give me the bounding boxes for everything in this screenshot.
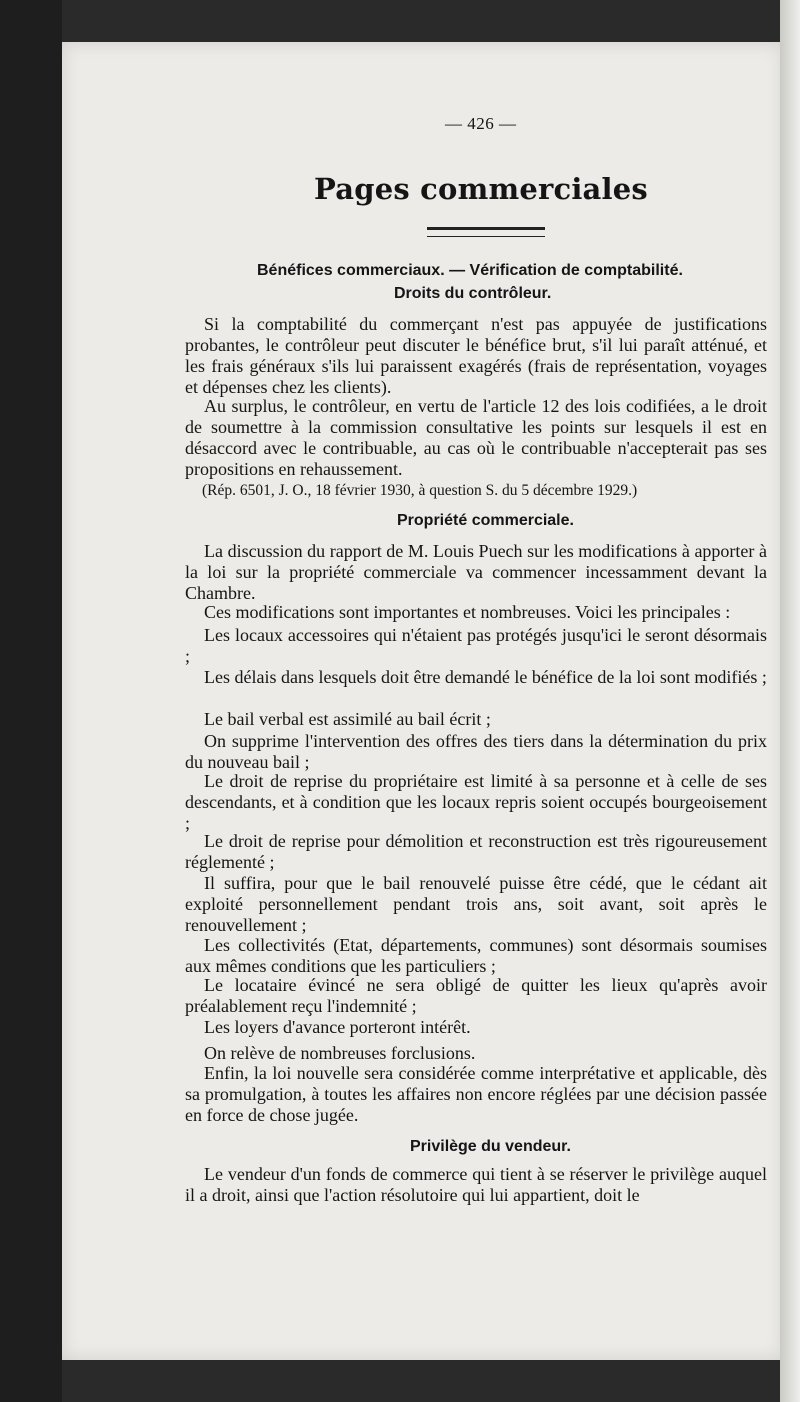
section3-paragraph: Le vendeur d'un fonds de commerce qui tient à se réserver le privilège auquel il a droit, ainsi que l'action résolutoire qui lui appartient, doit le — [185, 1164, 767, 1205]
page-title: Pages commerciales — [314, 172, 648, 206]
section2-paragraph-8: Le droit de reprise pour démolition et reconstruction est très rigoureusement réglementé ; — [185, 831, 767, 872]
section2-paragraph-14: Enfin, la loi nouvelle sera considérée comme interprétative et applicable, dès sa promulgation, à toutes les affaires non encore réglées par une décision passée en force de chose jugée. — [185, 1063, 767, 1125]
document-page — [62, 42, 784, 1360]
section2-paragraph-4: Les délais dans lesquels doit être demandé le bénéfice de la loi sont modifiés ; — [204, 667, 767, 687]
section2-paragraph-3: Les locaux accessoires qui n'étaient pas protégés jusqu'ici le seront désormais ; — [185, 625, 767, 666]
page-number: — 426 — — [445, 114, 517, 133]
section2-paragraph-13: On relève de nombreuses forclusions. — [204, 1043, 476, 1063]
section2-paragraph-1: La discussion du rapport de M. Louis Puech sur les modifications à apporter à la loi sur la propriété commerciale va commencer incessamment devant la Chambre. — [185, 541, 767, 603]
section2-paragraph-11: Le locataire évincé ne sera obligé de quitter les lieux qu'après avoir préalablement reçu l'indemnité ; — [185, 975, 767, 1016]
section2-paragraph-6: On supprime l'intervention des offres des tiers dans la détermination du prix du nouveau bail ; — [185, 731, 767, 772]
section1-heading-line1: Bénéfices commerciaux. — Vérification de comptabilité. — [257, 262, 683, 279]
section1-heading-line2: Droits du contrôleur. — [394, 285, 552, 302]
section2-paragraph-7: Le droit de reprise du propriétaire est limité à sa personne et à celle de ses descendants, et à condition que les locaux repris soient occupés bourgeoisement ; — [185, 771, 767, 833]
section2-paragraph-9: Il suffira, pour que le bail renouvelé puisse être cédé, que le cédant ait exploité personnellement pendant trois ans, soit avant, soit après le renouvellement ; — [185, 873, 767, 935]
citation: (Rép. 6501, J. O., 18 février 1930, à question S. du 5 décembre 1929.) — [202, 482, 638, 499]
scan-right-edge — [780, 0, 800, 1402]
section2-paragraph-12: Les loyers d'avance porteront intérêt. — [204, 1017, 471, 1037]
section2-paragraph-2: Ces modifications sont importantes et nombreuses. Voici les principales : — [204, 602, 731, 622]
section2-heading: Propriété commerciale. — [397, 512, 574, 529]
section3-heading: Privilège du vendeur. — [410, 1138, 571, 1155]
section2-paragraph-10: Les collectivités (Etat, départements, communes) sont désormais soumises aux mêmes conditions que les particuliers ; — [185, 935, 767, 976]
scan-left-border — [0, 0, 62, 1402]
title-underline — [427, 227, 545, 237]
section1-paragraph2: Au surplus, le contrôleur, en vertu de l'article 12 des lois codifiées, a le droit de soumettre à la commission consultative les points sur lesquels il est en désaccord avec le contribuable, au cas où le contribuable n'accepterait pas ses propositions en rehaussement. — [185, 396, 767, 479]
section1-paragraph1: Si la comptabilité du commerçant n'est pas appuyée de justifications probantes, le contrôleur peut discuter le bénéfice brut, s'il lui paraît atténué, et les frais généraux s'ils lui paraissent exagérés (frais de représentation, voyages et dépenses chez les clients). — [185, 314, 767, 397]
section2-paragraph-5: Le bail verbal est assimilé au bail écrit ; — [204, 709, 491, 729]
